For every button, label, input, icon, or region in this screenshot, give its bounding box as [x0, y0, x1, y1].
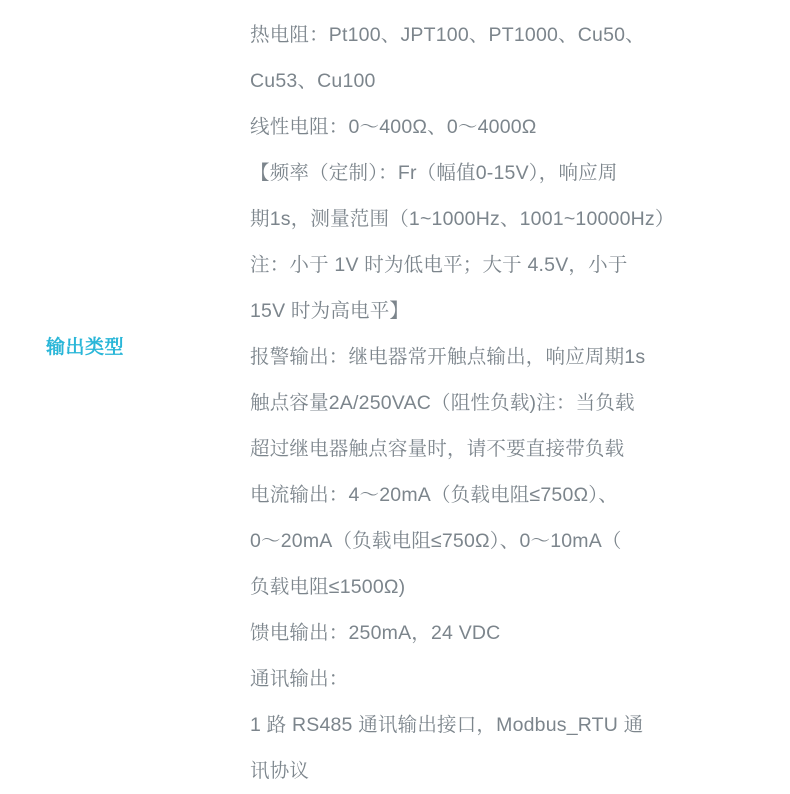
spec-value-line: 【频率（定制）：Fr（幅值0-15V），响应周	[250, 162, 618, 184]
spec-value-line: 讯协议	[250, 760, 310, 782]
spec-value-line: 通讯输出：	[250, 668, 349, 690]
spec-value-line: 注：小于 1V 时为低电平；大于 4.5V，小于	[250, 254, 628, 276]
spec-value-line: 1 路 RS485 通讯输出接口，Modbus_RTU 通	[250, 714, 644, 736]
spec-value-line: 负载电阻≤1500Ω)	[250, 576, 406, 598]
spec-value-line: 热电阻：Pt100、JPT100、PT1000、Cu50、	[250, 24, 645, 46]
spec-label-output-type: 输出类型	[46, 337, 125, 358]
spec-value-line: 15V 时为高电平】	[250, 300, 410, 322]
spec-value-output-type	[250, 0, 790, 794]
spec-value-line: 超过继电器触点容量时，请不要直接带负载	[250, 438, 625, 460]
spec-value-line: 馈电输出：250mA，24 VDC	[250, 622, 501, 644]
spec-value-line: 期1s，测量范围（1~1000Hz、1001~10000Hz）	[250, 208, 675, 230]
spec-value-line: 0～20mA（负载电阻≤750Ω）、0～10mA（	[250, 530, 622, 552]
spec-value-line: 电流输出：4～20mA（负载电阻≤750Ω）、	[250, 484, 618, 506]
spec-value-line: 触点容量2A/250VAC（阻性负载)注：当负载	[250, 392, 635, 414]
spec-value-line: 线性电阻：0～400Ω、0～4000Ω	[250, 116, 537, 138]
spec-value-line: 报警输出：继电器常开触点输出，响应周期1s	[250, 346, 646, 368]
spec-value-line: Cu53、Cu100	[250, 70, 376, 92]
